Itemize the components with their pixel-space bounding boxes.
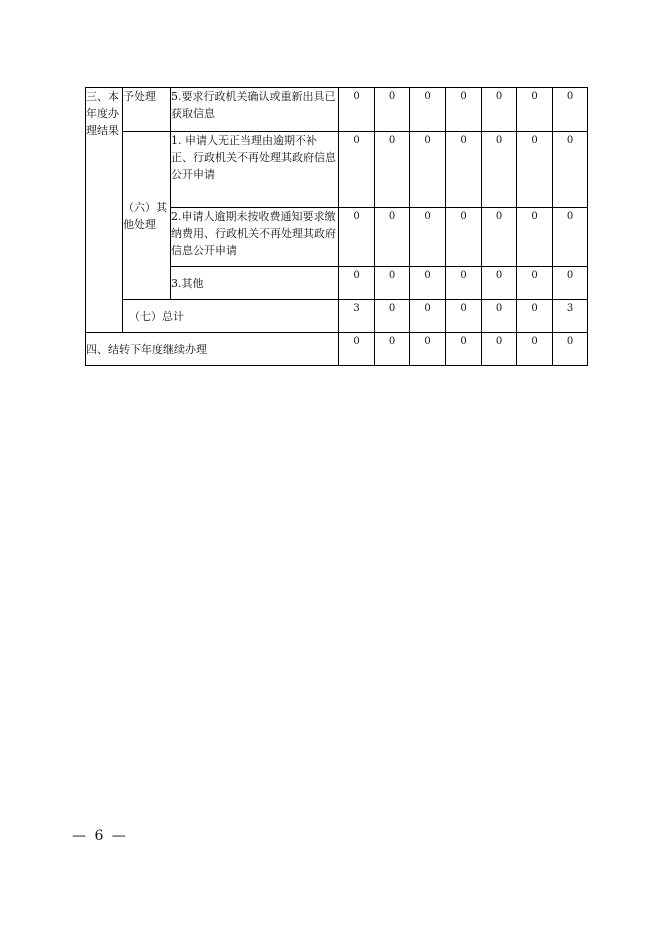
- cell-value: 3: [339, 300, 375, 333]
- cell-value: 0: [553, 267, 588, 300]
- cell-value: 0: [339, 333, 375, 366]
- cell-value: 0: [482, 88, 517, 132]
- cell-value: 0: [517, 300, 553, 333]
- cell-value: 0: [517, 333, 553, 366]
- cell-value: 0: [517, 208, 553, 267]
- carryover-label: 四、结转下年度继续办理: [86, 333, 339, 366]
- statistics-table: [85, 87, 588, 366]
- cell-value: 0: [482, 132, 517, 208]
- cell-value: 0: [410, 333, 446, 366]
- cell-value: 0: [339, 208, 375, 267]
- table-row-carryover: [86, 333, 588, 366]
- table-row: [86, 88, 588, 132]
- cell-value: 0: [339, 132, 375, 208]
- cell-value: 0: [517, 88, 553, 132]
- cell-value: 0: [339, 88, 375, 132]
- cell-value: 0: [375, 88, 410, 132]
- cell-value: 0: [410, 88, 446, 132]
- cell-value: 0: [482, 300, 517, 333]
- cell-value: 3: [553, 300, 588, 333]
- group6-label-cell: [123, 132, 171, 300]
- cell-value: 0: [517, 132, 553, 208]
- cell-value: 0: [446, 267, 482, 300]
- cell-value: 0: [482, 208, 517, 267]
- cell-value: 0: [375, 333, 410, 366]
- cell-value: 0: [553, 208, 588, 267]
- row-label: 1. 申请人无正当理由逾期不补正、行政机关不再处理其政府信息公开申请: [171, 132, 339, 208]
- cell-value: 0: [375, 132, 410, 208]
- cell-value: 0: [553, 132, 588, 208]
- cell-value: 0: [410, 300, 446, 333]
- cell-value: 0: [375, 267, 410, 300]
- cell-value: 0: [446, 333, 482, 366]
- cell-value: 0: [410, 267, 446, 300]
- cell-value: 0: [446, 132, 482, 208]
- row-label: 2.申请人逾期未按收费通知要求缴纳费用、行政机关不再处理其政府信息公开申请: [171, 208, 339, 267]
- cell-value: 0: [553, 333, 588, 366]
- row-label: 3.其他: [171, 267, 339, 300]
- cell-value: 0: [553, 88, 588, 132]
- cell-value: 0: [375, 300, 410, 333]
- cell-value: 0: [375, 208, 410, 267]
- cell-value: 0: [446, 88, 482, 132]
- cell-value: 0: [482, 267, 517, 300]
- cell-value: 0: [410, 132, 446, 208]
- group5-label: 予处理: [123, 90, 156, 103]
- section3-label: 三、本年度办理结果: [86, 90, 119, 137]
- group5-label-cell: [123, 88, 171, 132]
- cell-value: 0: [517, 267, 553, 300]
- cell-value: 0: [339, 267, 375, 300]
- cell-value: 0: [446, 208, 482, 267]
- row-label: 5.要求行政机关确认或重新出具已获取信息: [171, 88, 339, 132]
- page-number: — 6 —: [72, 828, 128, 844]
- cell-value: 0: [446, 300, 482, 333]
- cell-value: 0: [482, 333, 517, 366]
- table-row-total: [86, 300, 588, 333]
- total-label: （七）总计: [123, 300, 339, 333]
- table-row: [86, 132, 588, 208]
- group6-label: （六）其他处理: [123, 200, 167, 231]
- cell-value: 0: [410, 208, 446, 267]
- section3-label-cell: [86, 88, 123, 333]
